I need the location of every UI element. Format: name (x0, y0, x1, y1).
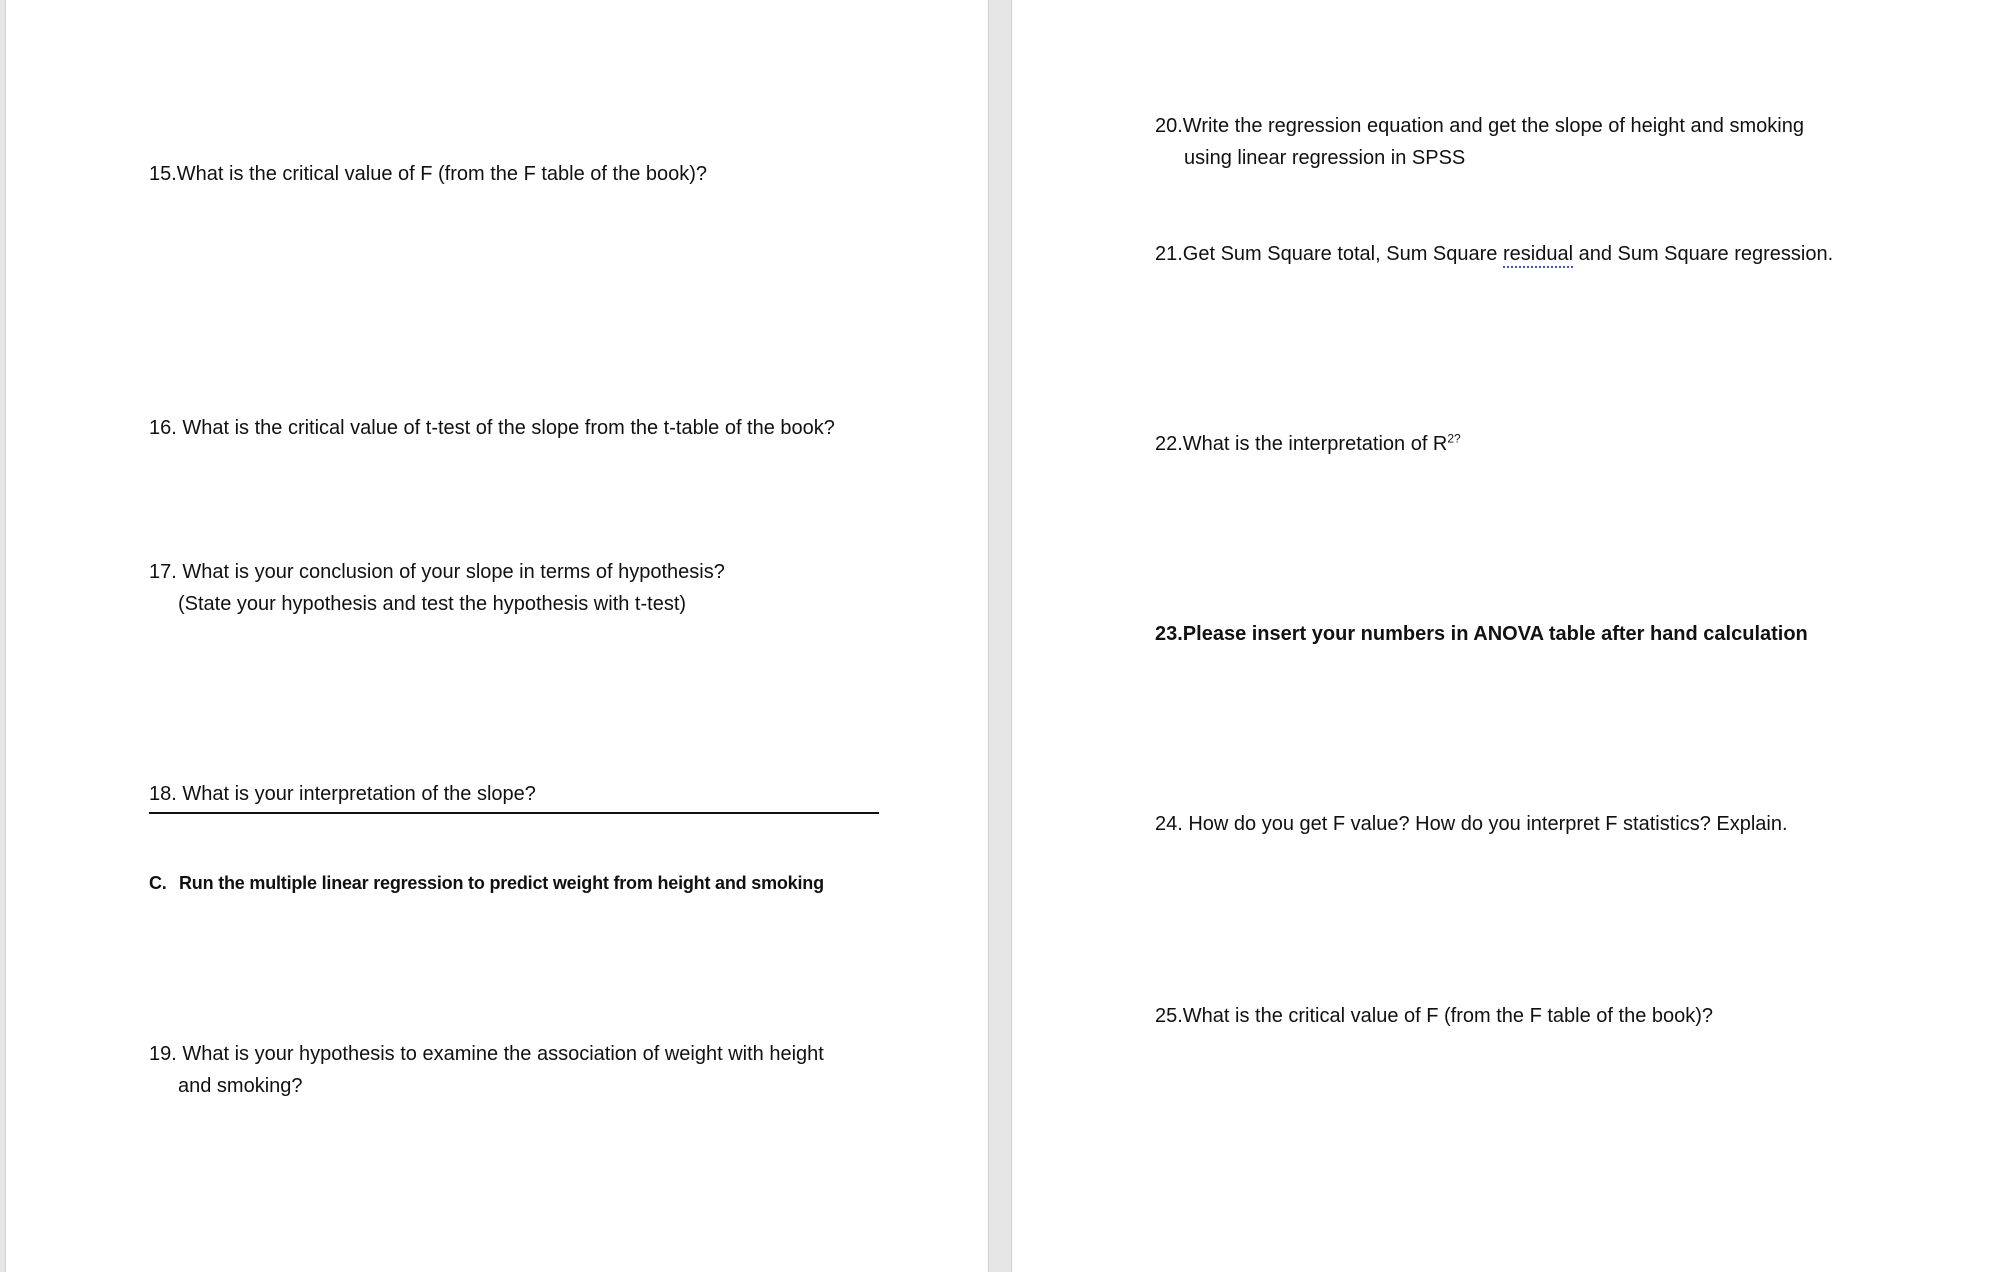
section-c-heading (149, 873, 824, 894)
question-17 (149, 556, 725, 620)
question-25 (1155, 1000, 1713, 1032)
question-16-text: 16. What is the critical value of t-test of the slope from the t-table of the book? (149, 417, 835, 439)
question-16 (149, 412, 835, 444)
question-21-text-end: and Sum Square regression. (1573, 243, 1834, 265)
question-20-line-1: 20.Write the regression equation and get the slope of height and smoking (1155, 115, 1804, 137)
question-19-line-1: 19. What is your hypothesis to examine the association of weight with height (149, 1043, 824, 1065)
question-23-text: 23.Please insert your numbers in ANOVA table after hand calculation (1155, 623, 1808, 645)
section-c-text: Run the multiple linear regression to predict weight from height and smoking (179, 873, 824, 893)
question-17-line-1: 17. What is your conclusion of your slope in terms of hypothesis? (149, 561, 725, 583)
question-21 (1155, 238, 1833, 270)
document-page-left (5, 0, 989, 1272)
question-22-superscript: 2? (1447, 431, 1461, 446)
question-22-text: 22.What is the interpretation of R (1155, 433, 1448, 455)
question-25-text: 25.What is the critical value of F (from the F table of the book)? (1155, 1005, 1714, 1027)
question-23 (1155, 618, 1808, 650)
question-24 (1155, 808, 1788, 840)
question-17-line-2: (State your hypothesis and test the hypothesis with t-test) (178, 593, 687, 615)
question-20 (1155, 110, 1804, 174)
question-21-text-start: 21.Get Sum Square total, Sum Square (1155, 243, 1503, 265)
question-19 (149, 1038, 824, 1102)
question-18-text: 18. What is your interpretation of the slope? (149, 783, 536, 805)
question-20-line-2: using linear regression in SPSS (1184, 147, 1466, 169)
section-c-letter: C. (149, 873, 167, 893)
question-18 (149, 778, 536, 810)
question-19-line-2: and smoking? (178, 1075, 303, 1097)
spelling-flagged-word[interactable]: residual (1503, 243, 1573, 268)
question-24-text: 24. How do you get F value? How do you interpret F statistics? Explain. (1155, 813, 1788, 835)
document-page-right (1011, 0, 1990, 1272)
horizontal-rule (149, 812, 879, 814)
question-22 (1155, 428, 1461, 460)
question-15-text: 15.What is the critical value of F (from the F table of the book)? (149, 163, 708, 185)
question-15 (149, 158, 707, 190)
